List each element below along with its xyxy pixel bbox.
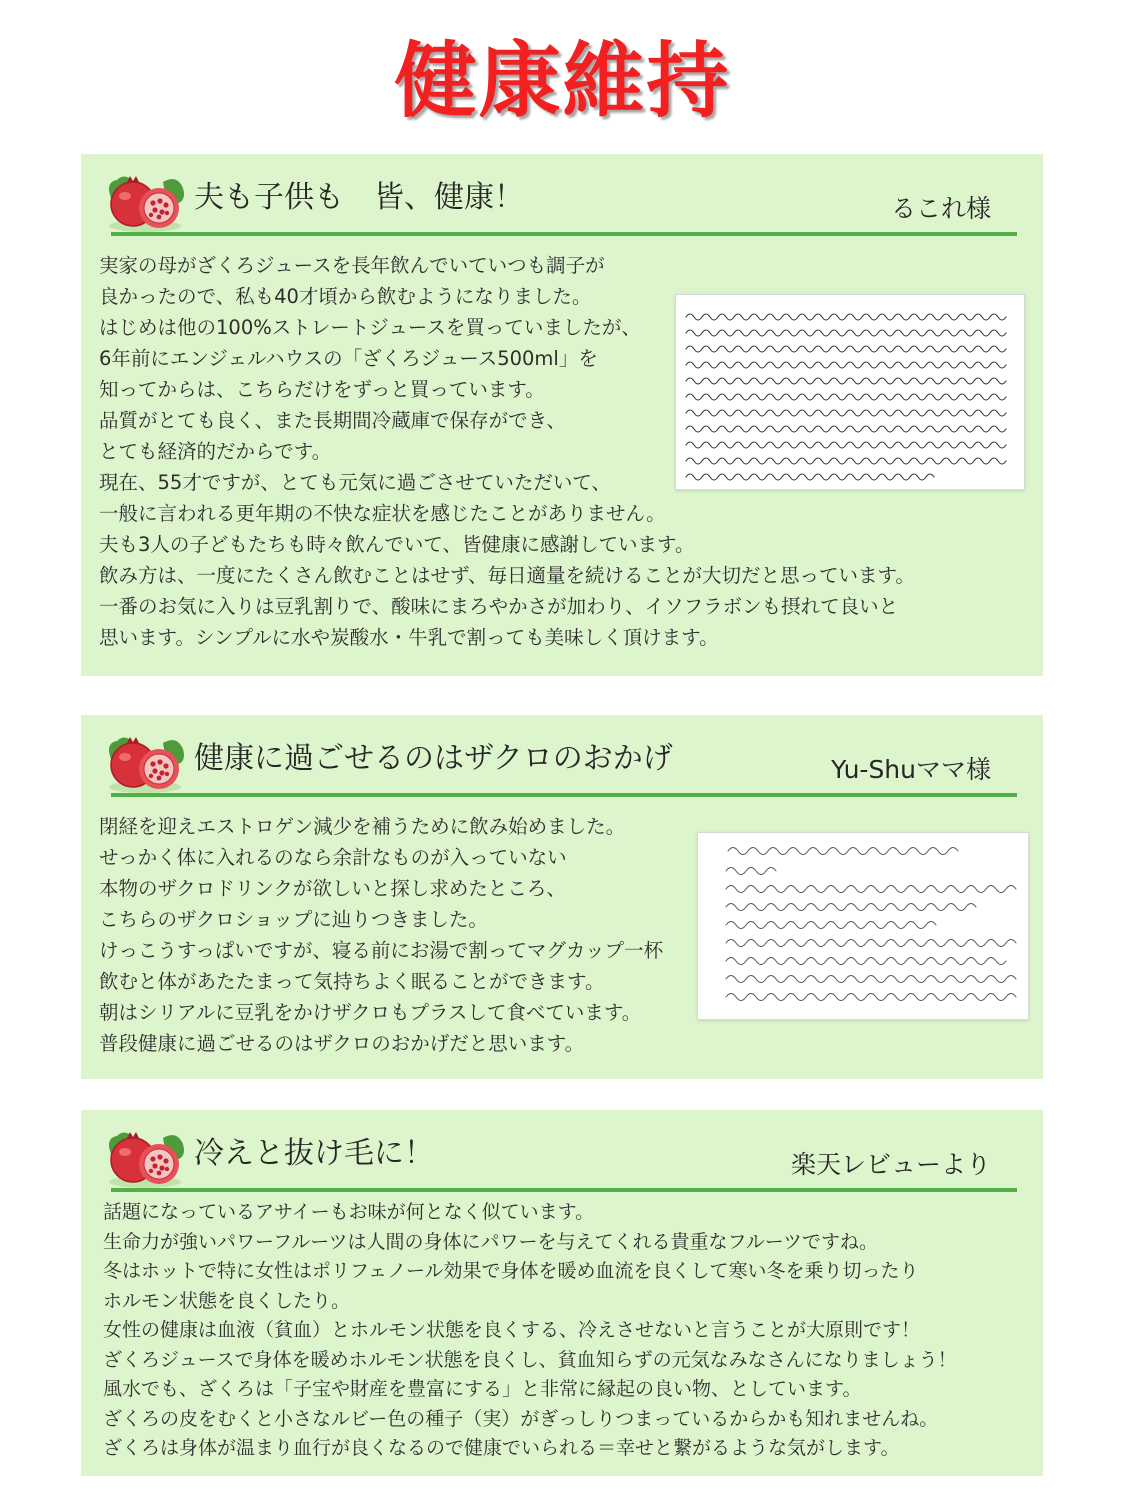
review-author: 楽天レビューより (790, 1150, 991, 1179)
review-line: 6年前にエンジェルハウスの「ざくろジュース500ml」を (99, 347, 598, 370)
review-line: 朝はシリアルに豆乳をかけザクロもプラスして食べています。 (99, 1001, 642, 1024)
review-line: 品質がとても良く、また長期間冷蔵庫で保存ができ、 (99, 409, 566, 432)
review-line: 夫も3人の子どもたちも時々飲んでいて、皆健康に感謝しています。 (99, 533, 695, 556)
review-header (103, 729, 1023, 799)
handwriting-scribble (698, 833, 1028, 1019)
review-title: 夫も子供も 皆、健康！ (194, 180, 524, 215)
handwritten-note-image (675, 294, 1025, 490)
review-line: 一番のお気に入りは豆乳割りで、酸味にまろやかさが加わり、イソフラボンも摂れて良いと (99, 595, 899, 618)
review-line: 普段健康に過ごせるのはザクロのおかげだと思います。 (99, 1032, 585, 1055)
review-line: 実家の母がざくろジュースを長年飲んでいていつも調子が (99, 254, 605, 277)
review-author: Yu-Shuママ様 (831, 755, 991, 784)
header-divider (111, 1188, 1017, 1192)
review-line: 本物のザクロドリンクが欲しいと探し求めたところ、 (99, 877, 566, 900)
review-header (103, 168, 1023, 238)
review-title: 冷えと抜け毛に！ (194, 1136, 434, 1171)
header-divider (111, 232, 1017, 236)
handwritten-note-image (697, 832, 1029, 1020)
review-line: ざくろジュースで身体を暖めホルモン状態を良くし、貧血知らずの元気なみなさんになりましょう！ (103, 1348, 957, 1371)
review-line: 現在、55才ですが、とても元気に過ごさせていただいて、 (99, 471, 611, 494)
review-card-2 (81, 715, 1043, 1079)
review-line: 知ってからは、こちらだけをずっと買っています。 (99, 378, 545, 401)
review-line: けっこうすっぱいですが、寝る前にお湯で割ってマグカップ一杯 (99, 939, 664, 962)
review-line: ざくろの皮をむくと小さなルビー色の種子（実）がぎっしりつまっているからかも知れませんね。 (103, 1407, 939, 1430)
review-line: 冬はホットで特に女性はポリフェノール効果で身体を暖め血流を良くして寒い冬を乗り切ったり (103, 1260, 919, 1282)
review-body (99, 811, 663, 1059)
review-line: 閉経を迎えエストロゲン減少を補うために飲み始めました。 (99, 815, 626, 838)
review-line: 生命力が強いパワーフルーツは人間の身体にパワーを与えてくれる貴重なフルーツですね。 (103, 1230, 879, 1253)
pomegranate-icon (103, 1124, 187, 1190)
review-body (103, 1198, 957, 1464)
pomegranate-icon (103, 168, 187, 234)
review-line: 女性の健康は血液（貧血）とホルモン状態を良くする、冷えさせないと言うことが大原則です！ (103, 1319, 921, 1341)
pomegranate-icon (103, 729, 187, 795)
review-title: 健康に過ごせるのはザクロのおかげ (194, 741, 673, 776)
header-divider (111, 793, 1017, 797)
review-line: 思います。シンプルに水や炭酸水・牛乳で割っても美味しく頂けます。 (99, 626, 719, 649)
review-line: はじめは他の100%ストレートジュースを買っていましたが、 (99, 316, 641, 339)
review-line: とても経済的だからです。 (99, 440, 332, 463)
review-card-1 (81, 154, 1043, 676)
review-line: 一般に言われる更年期の不快な症状を感じたことがありません。 (99, 502, 666, 525)
review-card-3 (81, 1110, 1043, 1476)
review-line: 良かったので、私も40才頃から飲むようになりました。 (99, 285, 592, 308)
review-line: 風水でも、ざくろは「子宝や財産を豊富にする」と非常に縁起の良い物、としています。 (103, 1378, 862, 1400)
review-line: せっかく体に入れるのなら余計なものが入っていない (99, 846, 567, 869)
review-author: るこれ様 (890, 194, 991, 223)
review-line: 飲むと体があたたまって気持ちよく眠ることができます。 (99, 970, 605, 993)
page-title: 健康維持 (394, 34, 731, 129)
review-line: 話題になっているアサイーもお味が何となく似ています。 (103, 1201, 595, 1223)
review-line: ざくろは身体が温まり血行が良くなるので健康でいられる＝幸せと繋がるような気がします。 (103, 1437, 900, 1459)
review-line: こちらのザクロショップに辿りつきました。 (99, 908, 488, 931)
review-header (103, 1124, 1023, 1194)
review-line: ホルモン状態を良くしたり。 (103, 1289, 351, 1312)
handwriting-scribble (676, 295, 1024, 489)
review-line: 飲み方は、一度にたくさん飲むことはせず、毎日適量を続けることが大切だと思っています。 (99, 564, 915, 587)
